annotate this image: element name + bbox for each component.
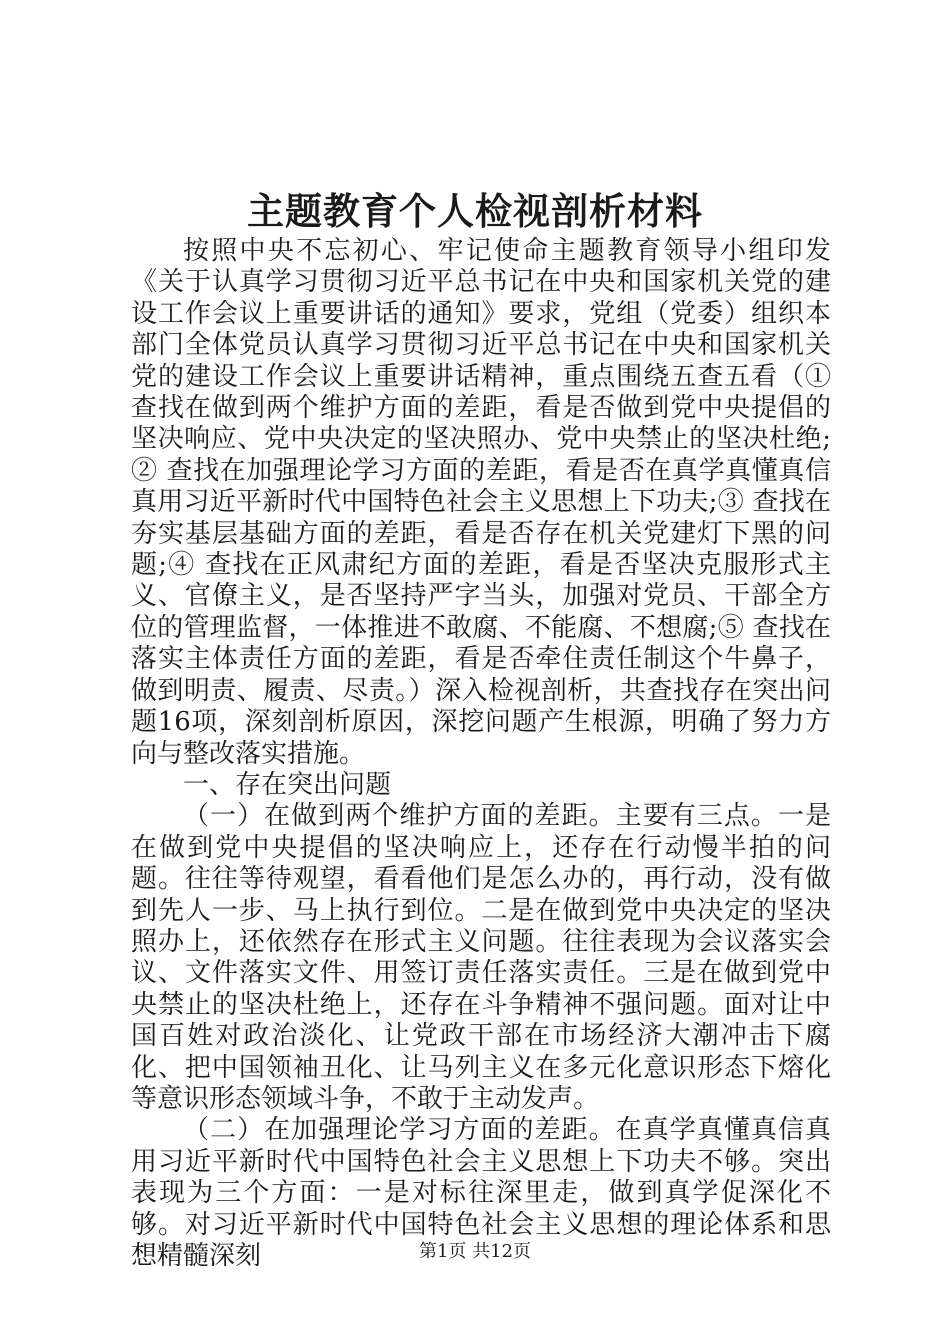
section-heading: 一、存在突出问题 [183,769,392,800]
page-footer: 第1页 共12页 [418,1241,532,1262]
document-title: 主题教育个人检视剖析材料 [247,189,703,233]
document-body [131,236,831,1272]
section-paragraph-1: （一）在做到两个维护方面的差距。主要有三点。一是在做到党中央提倡的坚决响应上，还存在行动慢半拍的问题。往往等待观望，看看他们是怎么办的，再行动，没有做到先人一步、马上执行到位。二是在做到党中央决定的坚决照办上，还依然存在形式主义问题。往往表现为会议落实会议、文件落实文件、用签订责任落实责任。三是在做到党中央禁止的坚决杜绝上，还存在斗争精神不强问题。面对让中国百姓对政治淡化、让党政干部在市场经济大潮冲击下腐化、把中国领袖丑化、让马列主义在多元化意识形态下熔化等意识形态领域斗争，不敢于主动发声。 [131,801,831,1114]
section-paragraph-2: （二）在加强理论学习方面的差距。在真学真懂真信真用习近平新时代中国特色社会主义思想上下功夫不够。突出表现为三个方面：一是对标往深里走，做到真学促深化不够。对习近平新时代中国特色社会主义思想的理论体系和思想精髓深刻 [131,1115,831,1271]
intro-paragraph: 按照中央不忘初心、牢记使命主题教育领导小组印发《关于认真学习贯彻习近平总书记在中央和国家机关党的建设工作会议上重要讲话的通知》要求，党组（党委）组织本部门全体党员认真学习贯彻习近平总书记在中央和国家机关党的建设工作会议上重要讲话精神，重点围绕五查五看（①查找在做到两个维护方面的差距，看是否做到党中央提倡的坚决响应、党中央决定的坚决照办、党中央禁止的坚决杜绝;② 查找在加强理论学习方面的差距，看是否在真学真懂真信真用习近平新时代中国特色社会主义思想上下功夫;③ 查找在夯实基层基础方面的差距，看是否存在机关党建灯下黑的问题;④ 查找在正风肃纪方面的差距，看是否坚决克服形式主义、官僚主义，是否坚持严字当头，加强对党员、干部全方位的管理监督，一体推进不敢腐、不能腐、不想腐;⑤ 查找在落实主体责任方面的差距，看是否牵住责任制这个牛鼻子，做到明责、履责、尽责。）深入检视剖析，共查找存在突出问题16项，深刻剖析原因，深挖问题产生根源，明确了努力方向与整改落实措施。 [131,236,831,769]
